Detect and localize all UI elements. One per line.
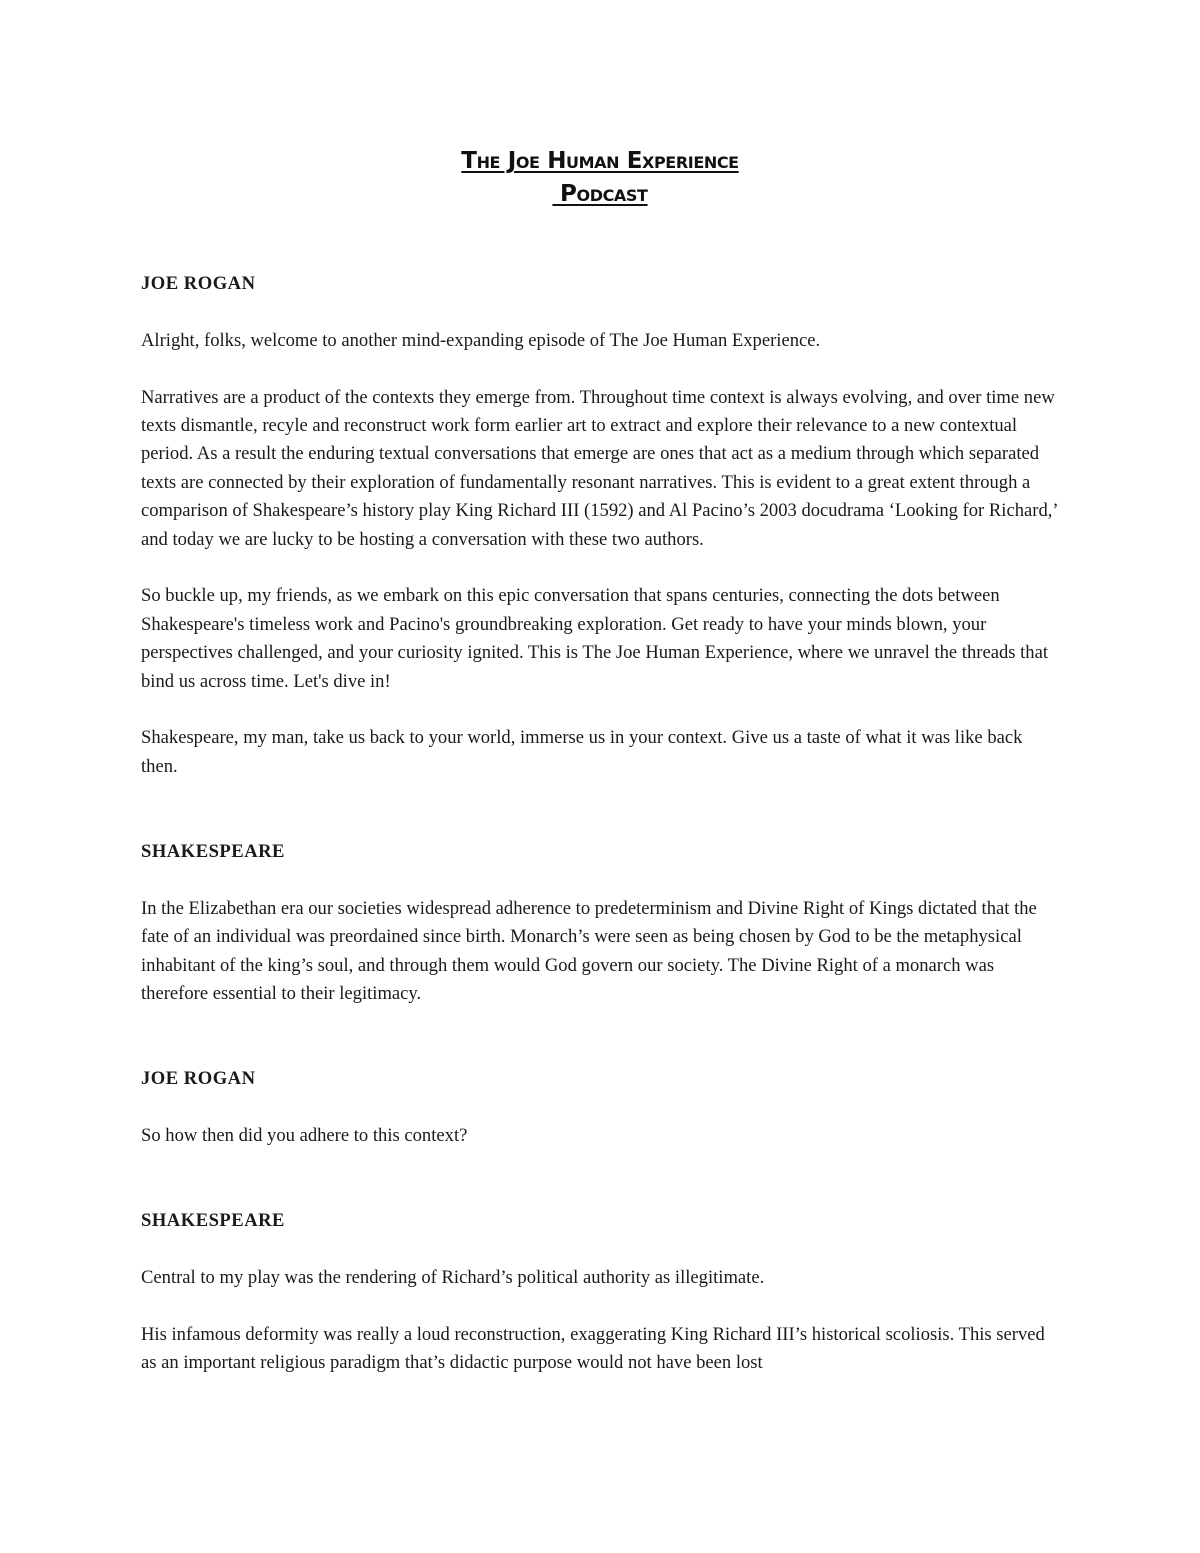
paragraph: In the Elizabethan era our societies widespread adherence to predeterminism and Divine Right of Kings dictated that the fate of an individual was preordained since birth. Monarch’s were seen as being chosen by God to be the metaphysical inhabitant of the king’s soul, and through them would God govern our society. The Divine Right of a monarch was therefore essential to their legitimacy. (141, 897, 1037, 1005)
speaker-heading: SHAKESPEARE (141, 841, 285, 863)
document-title (0, 145, 1200, 211)
paragraph: Narratives are a product of the contexts they emerge from. Throughout time context is always evolving, and over time new texts dismantle, recyle and reconstruct work form earlier art to extract and explore their relevance to a new contextual period. As a result the enduring textual conversations that emerge are ones that act as a medium through which separated texts are connected by their exploration of fundamentally resonant narratives. This is evident to a great extent through a comparison of Shakespeare’s history play King Richard III (1592) and Al Pacino’s 2003 docudrama ‘Looking for Richard,’ and today we are lucky to be hosting a conversation with these two authors. (141, 386, 1058, 550)
transcript-body (141, 270, 1061, 1378)
paragraph: So buckle up, my friends, as we embark on this epic conversation that spans centuries, connecting the dots between Shakespeare's timeless work and Pacino's groundbreaking exploration. Get ready to have your minds blown, your perspectives challenged, and your curiosity ignited. This is The Joe Human Experience, where we unravel the threads that bind us across time. Let's dive in! (141, 585, 1049, 692)
spacer (141, 1292, 1061, 1320)
spacer (141, 298, 1061, 326)
spacer (141, 781, 1061, 838)
spacer (141, 1150, 1061, 1207)
speaker-heading: JOE ROGAN (141, 1068, 256, 1090)
speaker-heading: SHAKESPEARE (141, 1210, 285, 1232)
spacer (141, 1236, 1061, 1264)
spacer (141, 355, 1061, 383)
title-line-1: The Joe Human Experience (461, 148, 739, 174)
spacer (141, 866, 1061, 894)
paragraph: Alright, folks, welcome to another mind-expanding episode of The Joe Human Experience. (141, 329, 821, 351)
speaker-heading: JOE ROGAN (141, 273, 256, 294)
spacer (141, 1008, 1061, 1065)
paragraph: Shakespeare, my man, take us back to your world, immerse us in your context. Give us a taste of what it was like back then. (141, 727, 1023, 777)
spacer (141, 696, 1061, 724)
paragraph: So how then did you adhere to this context? (141, 1125, 468, 1147)
spacer (141, 1094, 1061, 1122)
title-line-2: Podcast (552, 181, 648, 207)
spacer (141, 554, 1061, 582)
paragraph: His infamous deformity was really a loud reconstruction, exaggerating King Richard III’s historical scoliosis. This served as an important religious paradigm that’s didactic purpose would not have been lost (141, 1323, 1045, 1374)
paragraph: Central to my play was the rendering of Richard’s political authority as illegitimate. (141, 1267, 765, 1289)
